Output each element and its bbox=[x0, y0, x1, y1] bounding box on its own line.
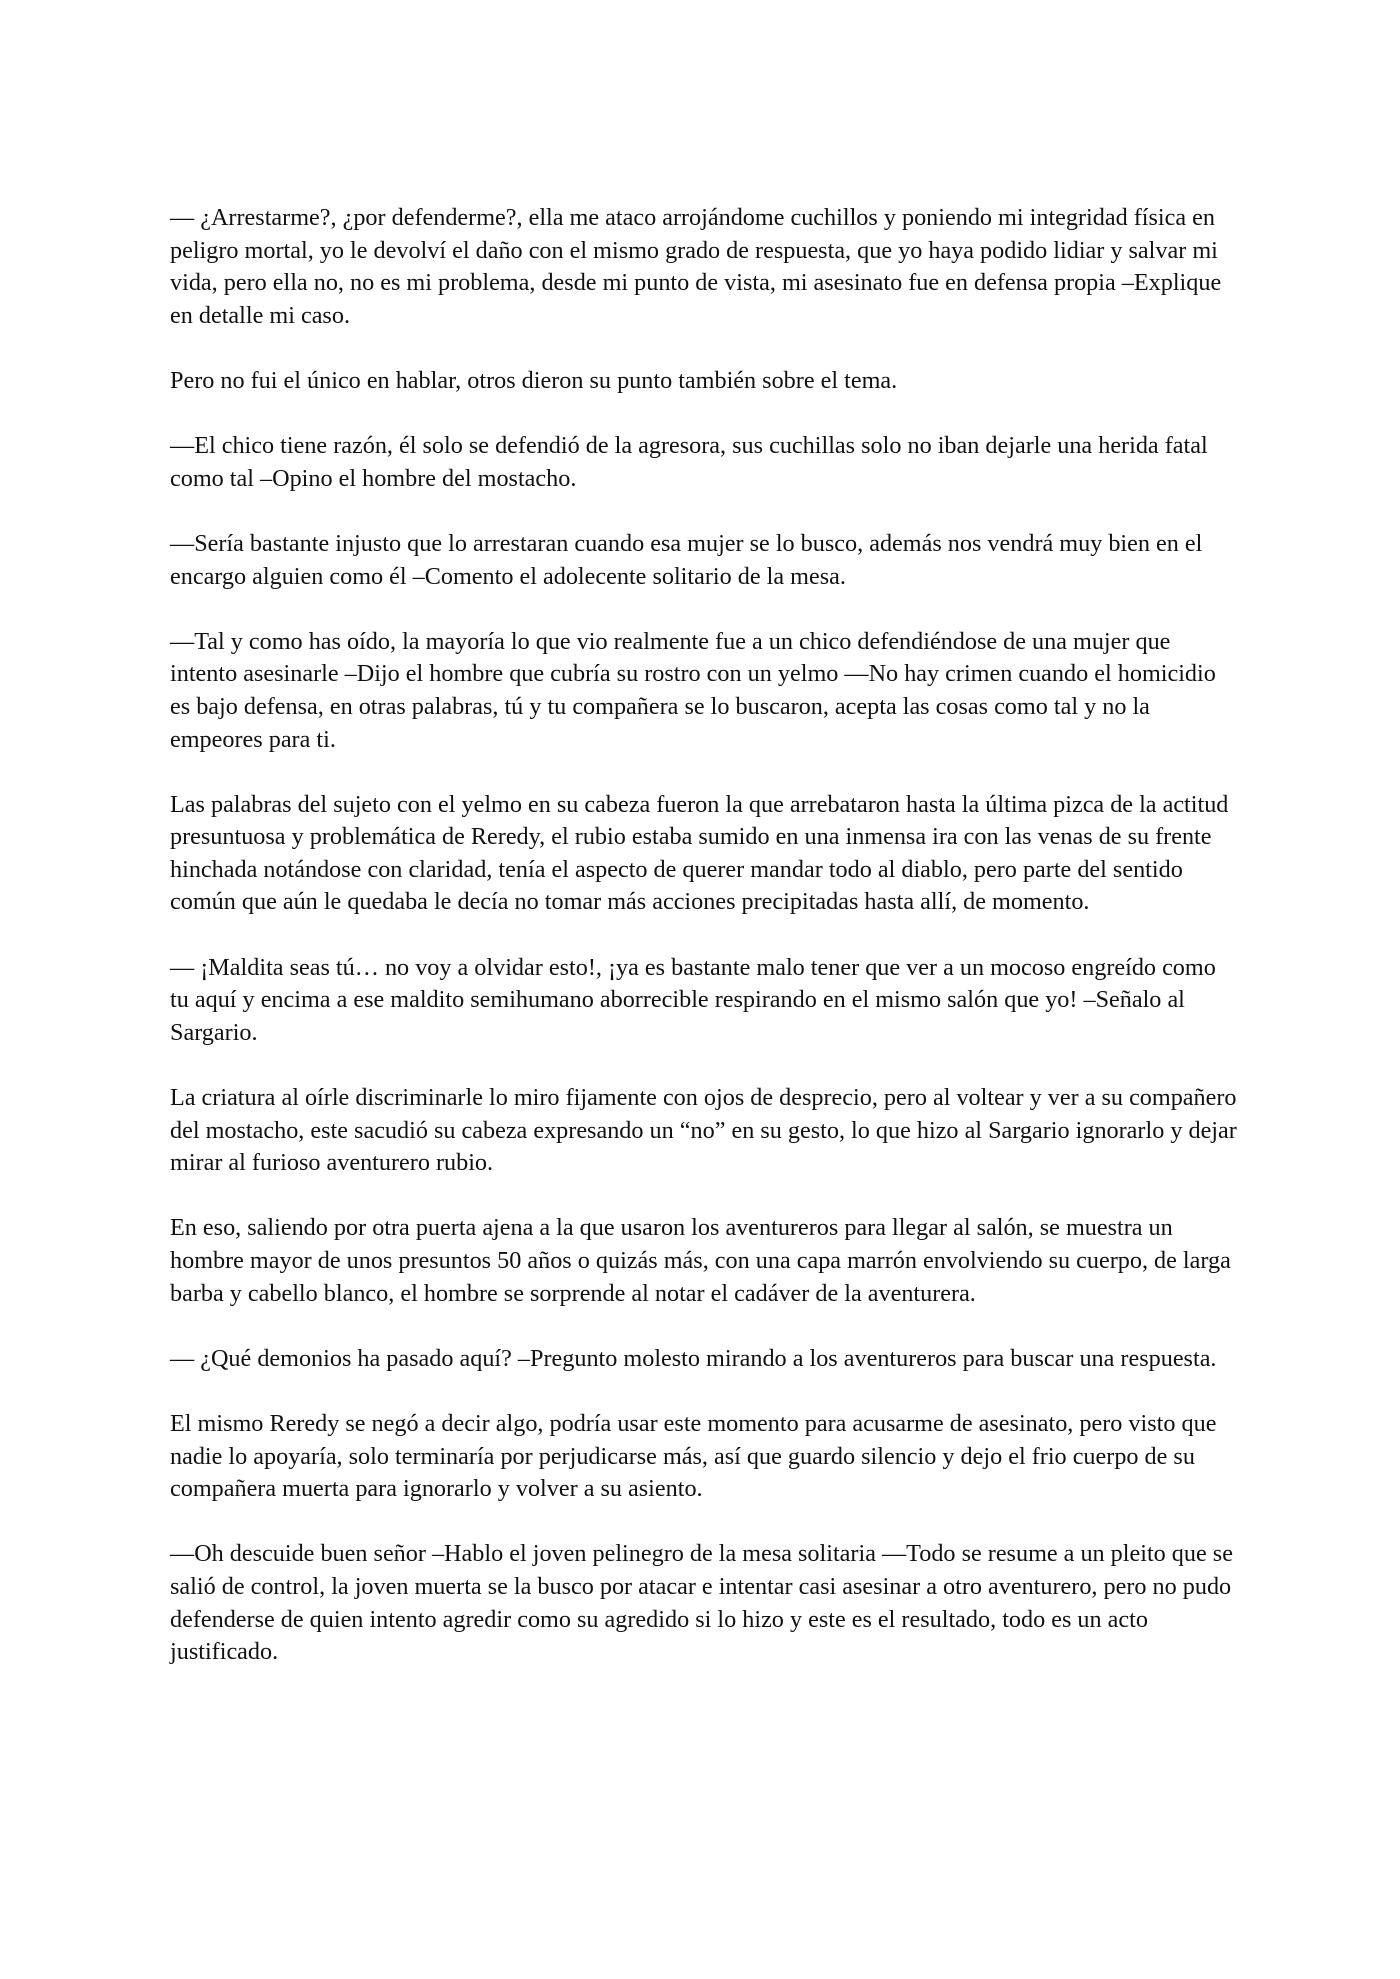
paragraph-7: — ¡Maldita seas tú… no voy a olvidar esto!, ¡ya es bastante malo tener que ver a un mocoso engreído como tu aquí y encima a ese maldito semihumano aborrecible respirando en el mismo salón que yo! –Señalo al Sargario. bbox=[170, 953, 1216, 1046]
paragraph-3: —El chico tiene razón, él solo se defendió de la agresora, sus cuchillas solo no iban dejarle una herida fatal como tal –Opino el hombre del mostacho. bbox=[170, 432, 1208, 492]
paragraph-6: Las palabras del sujeto con el yelmo en su cabeza fueron la que arrebataron hasta la última pizca de la actitud presuntuosa y problemática de Reredy, el rubio estaba sumido en una inmensa ira con las venas de su frente hinchada notándose con claridad, tenía el aspecto de querer mandar todo al diablo, pero parte del sentido común que aún le quedaba le decía no tomar más acciones precipitadas hasta allí, de momento. bbox=[170, 790, 1229, 916]
paragraph-9: En eso, saliendo por otra puerta ajena a la que usaron los aventureros para llegar al salón, se muestra un hombre mayor de unos presuntos 50 años o quizás más, con una capa marrón envolviendo su cuerpo, de larga barba y cabello blanco, el hombre se sorprende al notar el cadáver de la aventurera. bbox=[170, 1214, 1231, 1307]
paragraph-4: —Sería bastante injusto que lo arrestaran cuando esa mujer se lo busco, además nos vendrá muy bien en el encargo alguien como él –Comento el adolecente solitario de la mesa. bbox=[170, 529, 1203, 590]
paragraph-10: — ¿Qué demonios ha pasado aquí? –Pregunto molesto mirando a los aventureros para buscar una respuesta. bbox=[170, 1344, 1217, 1372]
paragraph-1: — ¿Arrestarme?, ¿por defenderme?, ella me ataco arrojándome cuchillos y poniendo mi integridad física en peligro mortal, yo le devolví el daño con el mismo grado de respuesta, que yo haya podido lidiar y salvar mi vida, pero ella no, no es mi problema, desde mi punto de vista, mi asesinato fue en defensa propia –Explique en detalle mi caso. bbox=[170, 204, 1222, 329]
paragraph-12: —Oh descuide buen señor –Hablo el joven pelinegro de la mesa solitaria —Todo se resume a un pleito que se salió de control, la joven muerta se la busco por atacar e intentar casi asesinar a otro aventurero, pero no pudo defenderse de quien intento agredir como su agredido si lo hizo y este es el resultado, todo es un acto justificado. bbox=[170, 1540, 1233, 1666]
paragraph-11: El mismo Reredy se negó a decir algo, podría usar este momento para acusarme de asesinato, pero visto que nadie lo apoyaría, solo terminaría por perjudicarse más, así que guardo silencio y dejo el frio cuerpo de su compañera muerta para ignorarlo y volver a su asiento. bbox=[170, 1409, 1217, 1503]
paragraph-2: Pero no fui el único en hablar, otros dieron su punto también sobre el tema. bbox=[170, 366, 898, 394]
paragraph-5: —Tal y como has oído, la mayoría lo que vio realmente fue a un chico defendiéndose de una mujer que intento asesinarle –Dijo el hombre que cubría su rostro con un yelmo —No hay crimen cuando el homicidio es bajo defensa, en otras palabras, tú y tu compañera se lo buscaron, acepta las cosas como tal y no la empeores para ti. bbox=[170, 627, 1216, 753]
paragraph-8: La criatura al oírle discriminarle lo miro fijamente con ojos de desprecio, pero al voltear y ver a su compañero del mostacho, este sacudió su cabeza expresando un “no” en su gesto, lo que hizo al Sargario ignorarlo y dejar mirar al furioso aventurero rubio. bbox=[170, 1084, 1237, 1177]
document-body bbox=[170, 202, 1238, 1701]
